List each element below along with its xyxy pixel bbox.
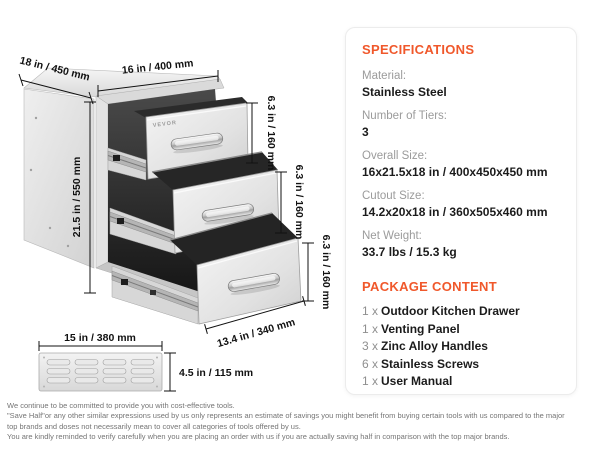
spec-card — [345, 27, 577, 395]
disclaimer-text — [7, 401, 597, 442]
spec-item-net-weight — [362, 230, 566, 259]
spec-value: 33.7 lbs / 15.3 kg — [362, 245, 457, 259]
package-item-qty: 1 x — [362, 321, 379, 336]
dim-width-label: 16 in / 400 mm — [121, 57, 195, 77]
dim-height-label: 21.5 in / 550 mm — [71, 156, 83, 238]
dim-vent-height — [164, 353, 253, 391]
disclaimer-line: We continue to be committed to provide you with cost-effective tools. — [7, 401, 235, 410]
dim-tier-label: 6.3 in / 160 mm — [265, 95, 277, 171]
dim-vent-width — [39, 332, 162, 351]
spec-item-overall-size — [362, 150, 566, 179]
spec-label: Material: — [362, 70, 407, 82]
package-item — [362, 338, 566, 356]
dim-drawer-depth-label: 13.4 in / 340 mm — [215, 316, 297, 350]
package-item-name: Stainless Screws — [381, 356, 480, 371]
spec-value: 3 — [362, 125, 369, 139]
package-item-qty: 6 x — [362, 356, 379, 371]
package-item-name: Outdoor Kitchen Drawer — [381, 304, 520, 318]
package-item — [362, 303, 566, 321]
disclaimer-line: "Save Half"or any other similar expressions used by us only represents an estimate of savings you might benefit from buying certain tools with us compared to the major — [7, 411, 565, 421]
brand-logo: VEVOR — [152, 120, 178, 129]
dim-depth-label: 18 in / 450 mm — [18, 54, 92, 84]
spec-label: Overall Size: — [362, 150, 428, 162]
dim-tier-label: 6.3 in / 160 mm — [320, 234, 332, 310]
package-content-heading: PACKAGE CONTENT — [362, 279, 497, 294]
package-item-qty: 3 x — [362, 339, 379, 353]
dim-tier-3 — [302, 235, 332, 310]
dim-vent-width-label: 15 in / 380 mm — [64, 332, 136, 344]
spec-item-cutout-size — [362, 190, 566, 219]
package-item — [362, 373, 566, 391]
package-item — [362, 356, 566, 374]
spec-label: Cutout Size: — [362, 190, 425, 202]
package-item-name: Zinc Alloy Handles — [381, 339, 488, 353]
package-item-qty: 1 x — [362, 374, 379, 388]
spec-item-tiers — [362, 110, 566, 139]
package-item — [362, 321, 566, 339]
spec-value: 16x21.5x18 in / 400x450x450 mm — [362, 165, 548, 179]
spec-value: 14.2x20x18 in / 360x505x460 mm — [362, 205, 548, 219]
dim-tier-label: 6.3 in / 160 mm — [293, 164, 305, 240]
disclaimer-line: top brands and doses not necessarily mean to cover all categories of tools offered by us. — [7, 421, 301, 431]
specifications-heading: SPECIFICATIONS — [362, 42, 475, 57]
spec-item-material — [362, 70, 566, 99]
package-item-name: Venting Panel — [381, 321, 460, 336]
spec-label: Number of Tiers: — [362, 110, 447, 122]
dim-vent-height-label: 4.5 in / 115 mm — [179, 367, 254, 379]
package-item-name: User Manual — [381, 374, 453, 388]
spec-label: Net Weight: — [362, 230, 422, 242]
spec-value: Stainless Steel — [362, 85, 447, 99]
package-item-qty: 1 x — [362, 304, 379, 318]
disclaimer-line: You are kindly reminded to verify carefully when you are placing an order with us if you are actually saving half in comparison with the top major brands. — [7, 431, 510, 441]
